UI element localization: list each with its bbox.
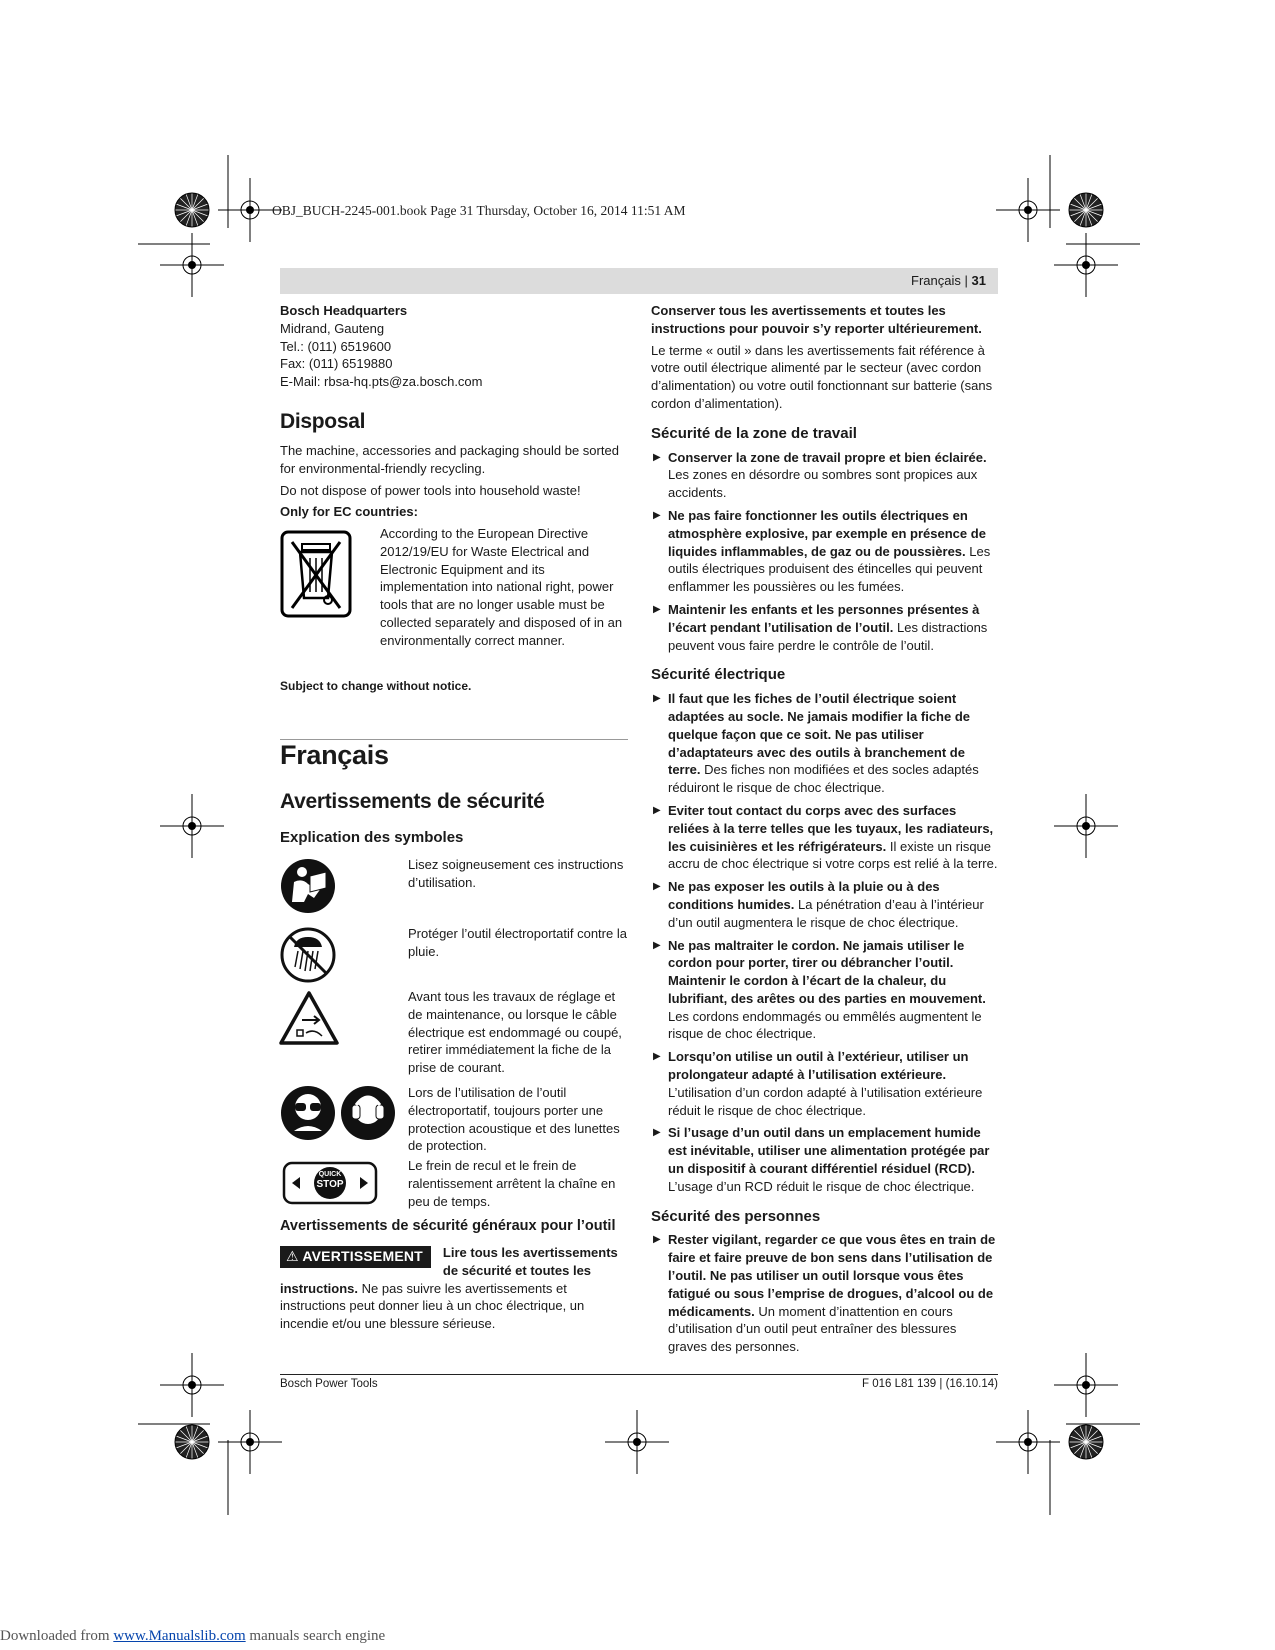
item-text: L’utilisation d’un cordon adapté à l’utilisation extérieure réduit le risque de choc électrique. (668, 1084, 983, 1118)
download-line (0, 1628, 385, 1645)
item-bold: Ne pas faire fonctionner les outils électriques en atmosphère explosive, par exemple en présence de liquides inflammables, de gaz ou de poussières. (668, 507, 986, 559)
list-item (651, 802, 998, 873)
item-text: Les outils électriques produisent des étincelles qui peuvent enflammer les poussières ou les fumées. (668, 543, 991, 595)
symbol-text-protective-gear: Lors de l’utilisation de l’outil électroportatif, toujours porter une protection acoustique et des lunettes de protection. (408, 1085, 620, 1154)
item-text: L’usage d’un RCD réduit le risque de choc électrique. (668, 1178, 975, 1194)
unplug-warning-icon (278, 990, 340, 1046)
list-item (651, 937, 998, 1044)
contact-company: Bosch Headquarters (280, 303, 408, 318)
bullet-triangle-icon: ▶ (653, 1234, 661, 1246)
footer-rule (280, 1374, 998, 1375)
symbol-text-read-manual: Lisez soigneusement ces instructions d’utilisation. (408, 857, 624, 890)
change-notice: Subject to change without notice. (280, 679, 472, 693)
page-number: 31 (971, 273, 986, 288)
item-bold: Eviter tout contact du corps avec des surfaces reliées à la terre telles que les tuyaux, les radiateurs, les cuisinières et les réfrigérateurs. (668, 802, 994, 854)
item-bold: Maintenir les enfants et les personnes présentes à l’écart pendant l’utilisation de l’outil. (668, 601, 980, 635)
item-text: Les cordons endommagés ou emmêlés augmentent le risque de choc électrique. (668, 1008, 982, 1042)
item-bold: Conserver la zone de travail propre et bien éclairée. (668, 449, 987, 465)
list-item (651, 1048, 998, 1119)
bullet-triangle-icon: ▶ (653, 1127, 661, 1139)
disposal-paragraph-2: Do not dispose of power tools into household waste! (280, 482, 581, 498)
quick-stop-label-bottom: STOP (316, 1179, 344, 1190)
ec-heading: Only for EC countries: (280, 504, 418, 520)
symbol-text-unplug: Avant tous les travaux de réglage et de maintenance, ou lorsque le câble électrique est endommagé ou coupé, retirer immédiatement la fiche de la prise de courant. (408, 989, 622, 1076)
item-bold: Ne pas exposer les outils à la pluie ou à des conditions humides. (668, 879, 940, 912)
quick-stop-icon (282, 1161, 378, 1205)
warning-bold-text: Lire tous les avertissements de sécurité et toutes les instructions. (280, 1245, 618, 1296)
item-text: La pénétration d’eau à l’intérieur d’un outil augmentera le risque de choc électrique. (668, 896, 984, 930)
contact-fax: Fax: (011) 6519880 (280, 356, 393, 372)
bullet-triangle-icon: ▶ (653, 939, 661, 951)
contact-email: E-Mail: rbsa-hq.pts@za.bosch.com (280, 374, 483, 390)
left-column (280, 302, 628, 391)
item-bold: Si l’usage d’un outil dans un emplacement humide est inévitable, utiliser une alimentation protégée par un dispositif à courant différentiel résiduel (RCD). (668, 1125, 990, 1177)
protective-gear-icon (280, 1085, 398, 1141)
footer-right: F 016 L81 139 | (16.10.14) (862, 1378, 998, 1390)
symbols-title: Explication des symboles (280, 829, 464, 846)
page-header-bar (280, 268, 998, 294)
no-rain-icon (280, 927, 336, 983)
read-manual-icon (280, 858, 336, 914)
crossed-bin-icon (280, 530, 352, 618)
section-title-work-area: Sécurité de la zone de travail (651, 424, 857, 442)
item-bold: Il faut que les fiches de l’outil électrique soient adaptées au socle. Ne jamais modifier la fiche de quelque façon que ce soit. Ne pas utiliser d’adaptateurs avec des outils à branchement de terre. (668, 691, 971, 778)
item-text: Les distractions peuvent vous faire perdre le contrôle de l’outil. (668, 619, 988, 653)
avertissements-title: Avertissements de sécurité (280, 790, 545, 813)
warning-triangle-icon: ⚠ (286, 1248, 299, 1264)
list-item (651, 690, 998, 797)
list-item (651, 507, 998, 596)
bullet-triangle-icon: ▶ (653, 693, 661, 705)
warning-body-text: Ne pas suivre les avertissements et instructions peut donner lieu à un choc électrique, un incendie et/ou une blessure sérieuse. (280, 1280, 585, 1332)
bullet-triangle-icon: ▶ (653, 881, 661, 893)
item-text: Des fiches non modifiées et des socles adaptés réduiront le risque de choc électrique. (668, 762, 979, 796)
intro-text: Le terme « outil » dans les avertissements fait référence à votre outil électrique alimenté par le secteur (avec cordon d’alimentation) ou votre outil fonctionnant sur batterie (sans cordon d’alimentation). (651, 342, 993, 411)
item-text: Il existe un risque accru de choc électrique si votre corps est relié à la terre. (668, 838, 998, 872)
bullet-triangle-icon: ▶ (653, 603, 661, 615)
warning-badge (280, 1246, 431, 1268)
ec-directive-text: According to the European Directive 2012/19/EU for Waste Electrical and Electronic Equipment and its implementation into national right, power tools that are no longer usable must be collected separately and disposed of in an environmentally correct manner. (380, 526, 623, 648)
item-bold: Rester vigilant, regarder ce que vous êtes en train de faire et faire preuve de bon sens dans l’utilisation de l’outil. Ne pas utiliser un outil lorsque vous êtes fatigué ou sous l’emprise de drogues, d’alcool ou de médicaments. (668, 1232, 996, 1319)
list-item (651, 1124, 998, 1195)
intro-bold: Conserver tous les avertissements et toutes les instructions pour pouvoir s’y reporter ultérieurement. (651, 303, 982, 336)
header-separator: | (964, 273, 968, 288)
list-item (651, 601, 998, 654)
section-title-personal: Sécurité des personnes (651, 1207, 821, 1225)
bullet-triangle-icon: ▶ (653, 451, 661, 463)
bullet-triangle-icon: ▶ (653, 509, 661, 521)
contact-city: Midrand, Gauteng (280, 320, 385, 336)
bullet-triangle-icon: ▶ (653, 804, 661, 816)
item-text: Un moment d’inattention en cours d’utilisation d’un outil peut entraîner des blessures graves des personnes. (668, 1303, 957, 1355)
general-warnings-title: Avertissements de sécurité généraux pour l’outil (280, 1218, 616, 1234)
header-language-label: Français (911, 273, 961, 288)
contact-tel: Tel.: (011) 6519600 (280, 338, 392, 354)
item-text: Les zones en désordre ou sombres sont propices aux accidents. (668, 467, 978, 501)
right-column (651, 302, 998, 1361)
disposal-paragraph-1: The machine, accessories and packaging should be sorted for environmental-friendly recycling. (280, 443, 619, 476)
list-item (651, 449, 998, 502)
contact-block (280, 302, 628, 391)
list-item (651, 878, 998, 931)
general-warning-block (280, 1244, 628, 1333)
warning-badge-label: AVERTISSEMENT (302, 1248, 423, 1264)
footer-left: Bosch Power Tools (280, 1378, 378, 1390)
section-title-electrical: Sécurité électrique (651, 666, 786, 684)
header-language (911, 273, 986, 288)
disposal-body (280, 442, 628, 525)
symbol-text-quick-stop: Le frein de recul et le frein de ralentissement arrêtent la chaîne en peu de temps. (408, 1158, 616, 1209)
item-bold: Ne pas maltraiter le cordon. Ne jamais utiliser le cordon pour porter, tirer ou débrancher l’outil. Maintenir le cordon à l’écart de la chaleur, du lubrifiant, des arêtes ou des parties en mouvement. (668, 937, 986, 1006)
bullet-triangle-icon: ▶ (653, 1051, 661, 1063)
download-prefix: Downloaded from (0, 1628, 114, 1644)
download-suffix: manuals search engine (245, 1628, 386, 1644)
manualslib-link[interactable]: www.Manualslib.com (113, 1628, 246, 1644)
book-info-line: OBJ_BUCH-2245-001.book Page 31 Thursday, October 16, 2014 11:51 AM (272, 203, 686, 218)
disposal-title: Disposal (280, 410, 366, 433)
symbol-text-no-rain: Protéger l’outil électroportatif contre la pluie. (408, 926, 627, 959)
quick-stop-label-top: QUICK (318, 1171, 342, 1178)
list-item (651, 1231, 998, 1356)
item-bold: Lorsqu’on utilise un outil à l’extérieur, utiliser un prolongateur adapté à l’utilisation extérieure. (668, 1049, 969, 1083)
francais-title: Français (280, 740, 389, 770)
